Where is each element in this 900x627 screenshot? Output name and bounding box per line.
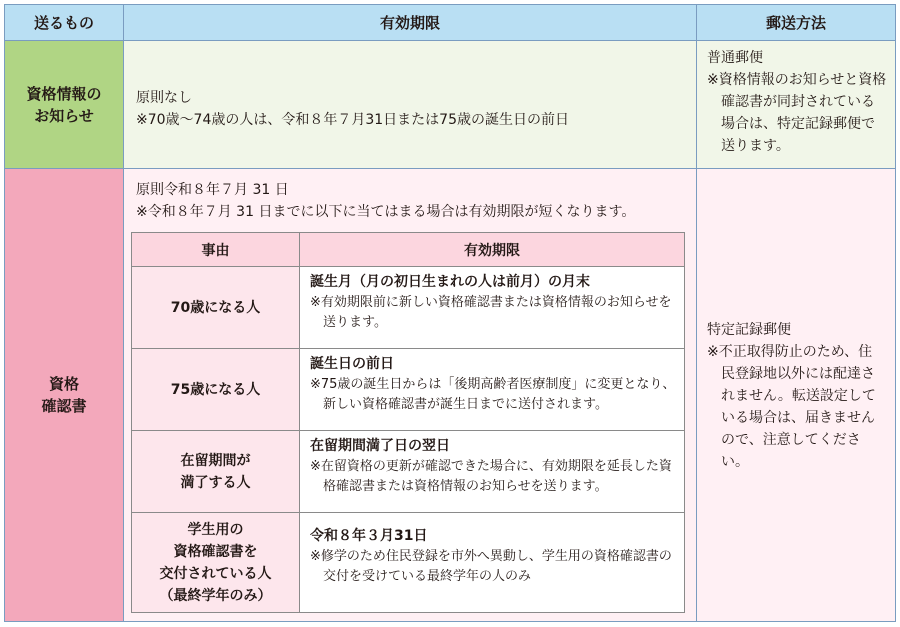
- header-mail-label: 郵送方法: [765, 14, 826, 32]
- reason-student-line1: 学生用の: [187, 521, 244, 538]
- period-75-note: ※75歳の誕生日からは「後期高齢者医療制度」に変更となり、新しい資格確認書が誕生日までに送付されます。: [310, 377, 676, 412]
- period-student-note: ※修学のため住民登録を市外へ異動し、学生用の資格確認書の交付を受けている最終学年の人のみ: [310, 549, 672, 584]
- row-info-label-line1: 資格情報の: [26, 84, 102, 103]
- reason-row-student: [132, 513, 300, 612]
- row-cert-period-main: 原則令和８年７月 31 日: [136, 182, 289, 198]
- row-info-mail-main: 普通郵便: [707, 50, 763, 66]
- row-info-mail-note: ※資格情報のお知らせと資格確認書が同封されている場合は、特定記録郵便で送ります。: [707, 72, 887, 154]
- period-row-70: [300, 267, 684, 349]
- reason-row-75: [132, 349, 300, 431]
- row-cert-mail: [697, 169, 895, 621]
- reason-row-residence: [132, 431, 300, 513]
- period-row-75: [300, 349, 684, 431]
- reason-header: [132, 233, 300, 267]
- period-75-head: 誕生日の前日: [310, 356, 394, 372]
- period-residence-note: ※在留資格の更新が確認できた場合に、有効期限を延長した資格確認書または資格情報のお知らせを送ります。: [310, 459, 672, 494]
- header-mail: [697, 5, 895, 41]
- reason-70-label: 70歳になる人: [170, 299, 261, 316]
- reason-header-label: 事由: [201, 242, 230, 259]
- reason-student-line3: 交付されている人: [159, 565, 272, 582]
- row-info-label: [5, 41, 124, 169]
- row-cert-mail-main: 特定記録郵便: [707, 322, 791, 338]
- period-residence-head: 在留期間満了日の翌日: [310, 438, 450, 454]
- reason-table: [131, 232, 685, 613]
- row-cert-period-note: ※令和８年７月 31 日までに以下に当てはまる場合は有効期限が短くなります。: [136, 204, 636, 220]
- period-row-residence: [300, 431, 684, 513]
- reason-student-line4: （最終学年のみ）: [159, 587, 272, 604]
- row-cert-label-line2: 確認書: [41, 397, 87, 415]
- reason-student-line2: 資格確認書を: [173, 543, 258, 560]
- row-info-period-main: 原則なし: [136, 90, 192, 106]
- row-info-period-note: ※70歳～74歳の人は、令和８年７月31日または75歳の誕生日の前日: [136, 112, 569, 128]
- reason-period-header-label: 有効期限: [464, 242, 520, 259]
- header-period-label: 有効期限: [379, 14, 440, 32]
- period-row-student: [300, 513, 684, 612]
- period-70-head: 誕生月（月の初日生まれの人は前月）の月末: [310, 274, 590, 290]
- period-70-note: ※有効期限前に新しい資格確認書または資格情報のお知らせを送ります。: [310, 295, 672, 330]
- reason-row-70: [132, 267, 300, 349]
- row-cert-mail-note: ※不正取得防止のため、住民登録地以外には配達されません。転送設定している場合は、届きませんので、注意してください。: [707, 344, 876, 470]
- reason-residence-line2: 満了する人: [180, 474, 251, 491]
- reason-period-header: [300, 233, 684, 267]
- reason-75-label: 75歳になる人: [170, 381, 261, 398]
- header-item: [5, 5, 124, 41]
- header-period: [124, 5, 697, 41]
- reason-residence-line1: 在留期間が: [180, 452, 251, 469]
- row-cert-label: [5, 169, 124, 621]
- row-info-period: [124, 41, 697, 169]
- row-info-label-line2: お知らせ: [34, 106, 94, 125]
- header-item-label: 送るもの: [33, 14, 94, 32]
- row-cert-label-line1: 資格: [48, 375, 79, 393]
- period-student-head: 令和８年３月31日: [310, 528, 428, 544]
- row-info-mail: [697, 41, 895, 169]
